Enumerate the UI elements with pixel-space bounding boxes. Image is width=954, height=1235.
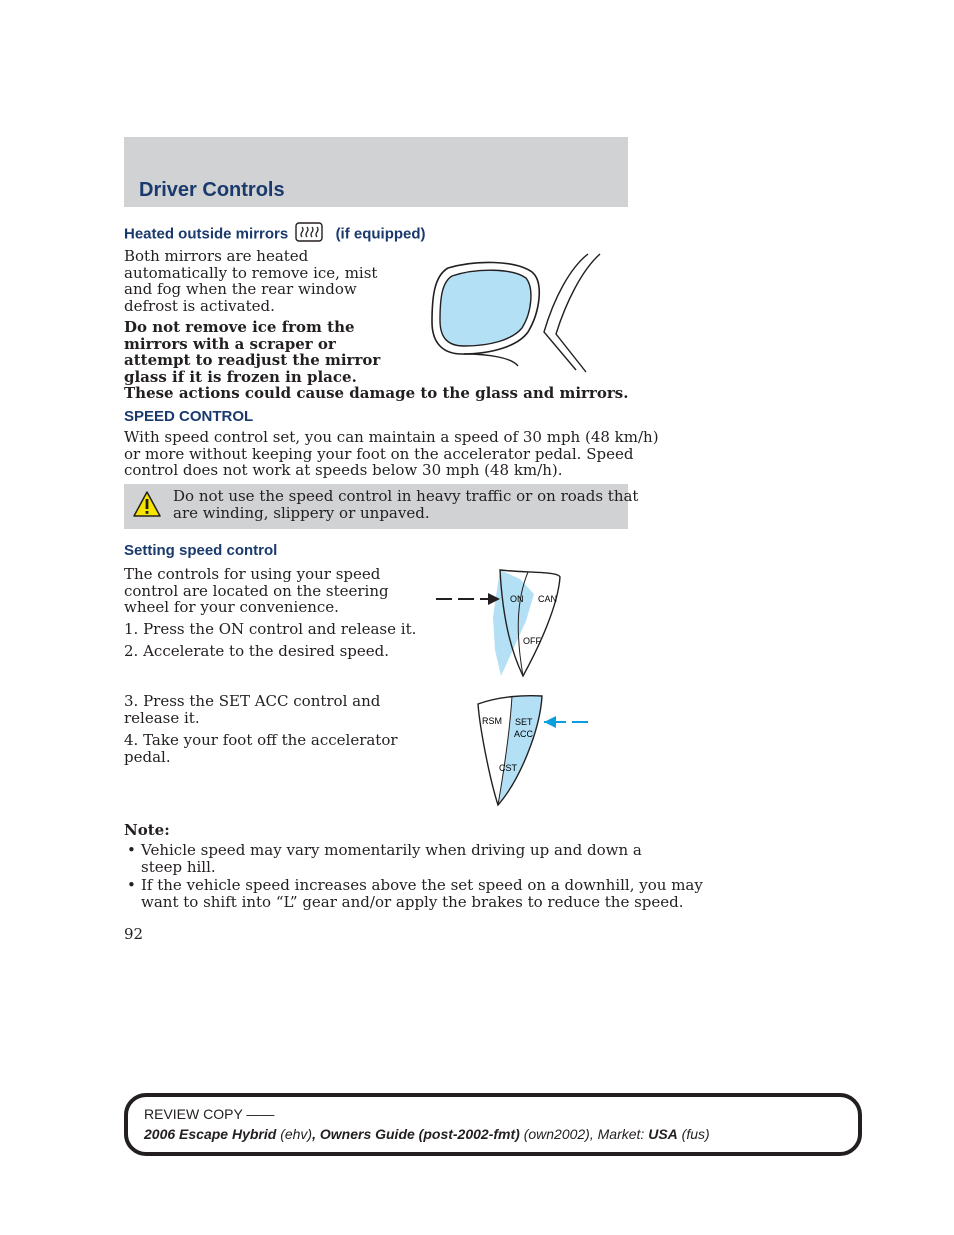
text-line: Both mirrors are heated [124,247,309,265]
footer-guide-code: (own2002) [523,1126,590,1142]
note-bullet-1 [141,842,642,875]
text-line: Vehicle speed may vary momentarily when driving up and down a [141,841,642,859]
footer-model-code: (ehv) [280,1126,313,1142]
mirrors-heading-text: Heated outside mirrors [124,225,289,243]
text-line: control does not work at speeds below 30 mph (48 km/h). [124,461,563,479]
text-line: automatically to remove ice, mist [124,263,378,282]
footer-review-copy: REVIEW COPY —— [144,1106,275,1122]
set-label: SET [515,717,533,727]
bullet-dot: • [127,876,136,894]
review-footer-box [124,1093,862,1156]
on-label: ON [510,594,524,604]
speed-control-heading: SPEED CONTROL [124,408,254,425]
text-line: are winding, slippery or unpaved. [173,503,430,522]
footer-market: USA [648,1126,678,1142]
step-1: 1. Press the ON control and release it. [124,620,417,638]
rsm-label: RSM [482,716,502,726]
text-line: steep hill. [141,857,216,876]
step-3 [124,693,380,726]
page-number: 92 [124,925,144,943]
text-line: These actions could cause damage to the glass and mirrors. [124,384,629,402]
text-line: With speed control set, you can maintain a speed of 30 mph (48 km/h) [124,428,659,446]
footer-model: 2006 Escape Hybrid [144,1126,277,1142]
text-line: mirrors with a scraper or [124,334,336,353]
mirror-illustration [420,250,610,380]
text-line: Do not remove ice from the [124,318,355,336]
section-title: Driver Controls [139,179,285,201]
speed-control-figure-on [430,565,570,685]
text-line: Do not use the speed control in heavy traffic or on roads that [173,487,639,505]
acc-label: ACC [514,729,534,739]
text-line: 4. Take your foot off the accelerator [124,731,398,749]
text-line: glass if it is frozen in place. [124,367,357,386]
note-bullet-2 [141,877,703,910]
footer-market-label: , Market: [589,1126,645,1142]
text-line: wheel for your convenience. [124,598,339,616]
can-label: CAN [538,594,558,604]
off-label: OFF [523,636,541,646]
speed-control-paragraph [124,429,659,479]
text-line: 3. Press the SET ACC control and [124,692,381,710]
mirrors-paragraph [124,248,377,314]
text-line: If the vehicle speed increases above the set speed on a downhill, you may [141,876,703,894]
step-4 [124,732,398,765]
text-line: control are located on the steering [124,581,389,600]
setting-intro [124,566,389,616]
cst-label: CST [499,763,517,773]
text-line: release it. [124,708,200,727]
rear-defrost-icon [295,222,323,247]
text-line: pedal. [124,747,171,766]
warning-triangle-icon [132,490,162,518]
step-2: 2. Accelerate to the desired speed. [124,642,390,660]
setting-heading: Setting speed control [124,542,278,559]
footer-separator: , [312,1126,316,1142]
note-title: Note: [124,821,170,839]
text-line: The controls for using your speed [124,565,381,583]
text-line: want to shift into “L” gear and/or apply the brakes to reduce the speed. [141,892,684,911]
footer-document-info [144,1126,710,1142]
text-line: defrost is activated. [124,296,275,315]
text-line: attempt to readjust the mirror [124,351,381,369]
bullet-dot: • [127,841,136,859]
footer-guide: Owners Guide (post-2002-fmt) [319,1126,520,1142]
speed-control-figure-set [470,690,600,810]
text-line: or more without keeping your foot on the accelerator pedal. Speed [124,444,634,463]
mirrors-heading [124,222,426,247]
text-line: and fog when the rear window [124,280,357,298]
footer-market-code: (fus) [681,1126,710,1142]
warning-text [173,488,638,521]
mirrors-heading-suffix: (if equipped) [335,225,426,243]
